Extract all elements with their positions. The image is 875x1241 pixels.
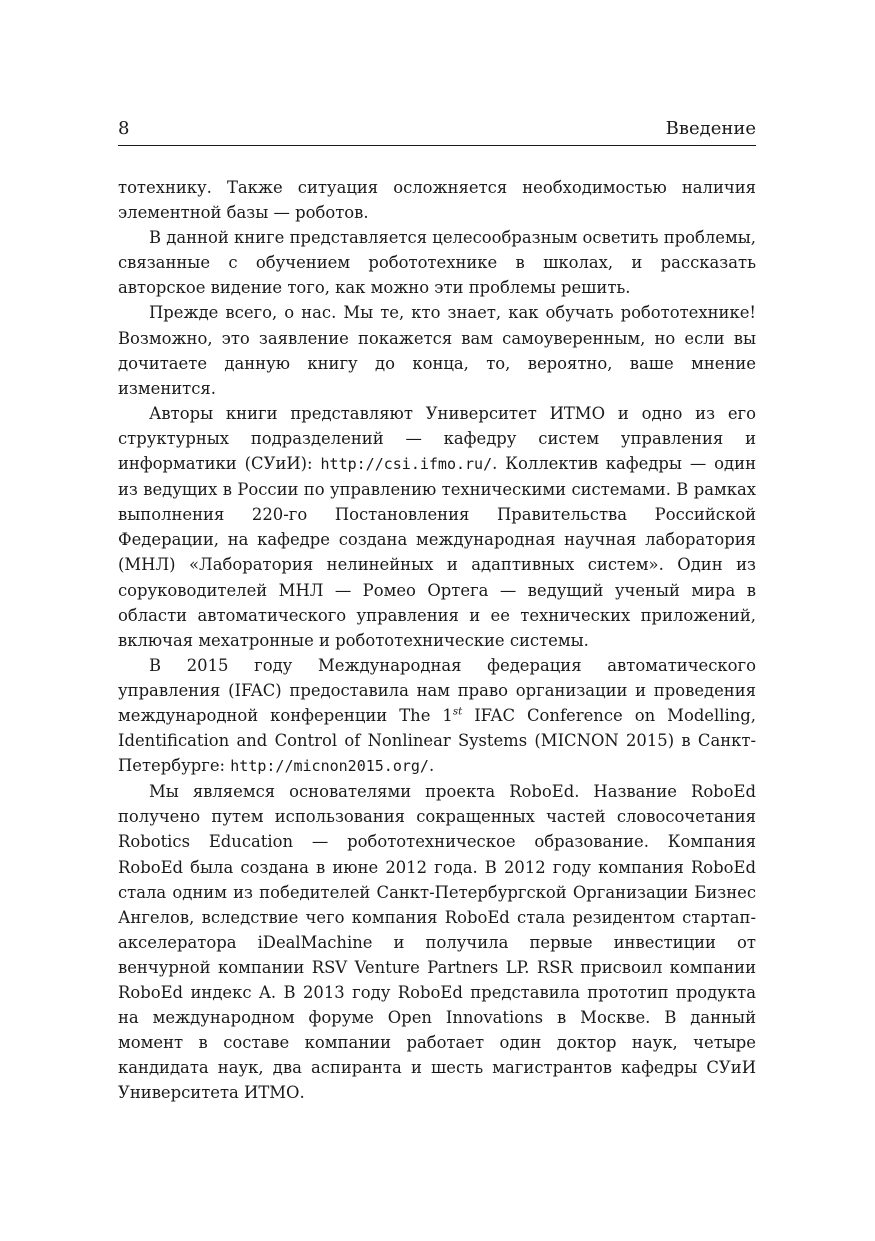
paragraph-3: Прежде всего, о нас. Мы те, кто знает, как обучать робототехнике! Возможно, это заявление покажется вам самоуверенным, но если вы дочитаете данную книгу до конца, то, вероятно, ваше мнение изменится. <box>118 303 756 398</box>
paragraph-4-text-b: . Коллектив кафедры — один из ведущих в России по управлению техническими системами. В рамках выполнения 220-го Постановления Правительства Российской Федерации, на кафедре создана международная научная лаборатория (МНЛ) «Лаборатория нелинейных и адаптивных систем». Один из соруководителей МНЛ — Ромео Ортега — ведущий ученый мира в области автоматического управления и ее технических приложений, включая мехатронные и робототехнические системы. <box>118 454 756 650</box>
book-page <box>118 118 756 1105</box>
paragraph-4-text-a: Авторы книги представляют Университет ИТМО и одно из его структурных подразделений — кафедру систем управления и информатики (СУиИ): <box>118 403 756 474</box>
page-number: 8 <box>118 118 130 139</box>
ordinal-superscript: st <box>452 706 463 718</box>
paragraph-2: В данной книге представляется целесообразным осветить проблемы, связанные с обучением робототехнике в школах, и рассказать авторское видение того, как можно эти проблемы решить. <box>118 228 756 298</box>
running-header <box>118 118 756 146</box>
paragraph-6: Мы являемся основателями проекта RoboEd. Название RoboEd получено путем использования сокращенных частей словосочетания Robotics Education — робототехническое образование. Компания RoboEd была создана в июне 2012 года. В 2012 году компания RoboEd стала одним из победителей Санкт-Петербургской Организации Бизнес Ангелов, вследствие чего компания RoboEd стала резидентом стартап-акселератора iDealMachine и получила первые инвестиции от венчурной компании RSV Venture Partners LP. RSR присвоил компании RoboEd индекс A. В 2013 году RoboEd представила прототип продукта на международном форуме Open Innovations в Москве. В данный момент в составе компании работает один доктор наук, четыре кандидата наук, два аспиранта и шесть магистрантов кафедры СУиИ Университета ИТМО. <box>118 782 756 1103</box>
paragraph-1: тотехнику. Также ситуация осложняется необходимостью наличия элементной базы — роботов. <box>118 178 756 223</box>
paragraph-4 <box>118 401 756 653</box>
page-body <box>118 175 756 1105</box>
paragraph-5 <box>118 653 756 779</box>
paragraph-5-text-a: В 2015 году Международная федерация автоматического управления (IFAC) предоставила нам право организации и проведения международной конференции The 1 <box>118 655 756 725</box>
section-title: Введение <box>665 118 756 139</box>
paragraph-5-text-c: . <box>428 756 435 776</box>
paragraph-5-text-b: IFAC Conference on Modelling, Identification and Control of Nonlinear Systems (MICNON 2015) в Санкт-Петербурге: <box>118 705 756 776</box>
csi-ifmo-url: http://csi.ifmo.ru/ <box>320 455 493 474</box>
micnon-url: http://micnon2015.org/ <box>230 757 429 776</box>
